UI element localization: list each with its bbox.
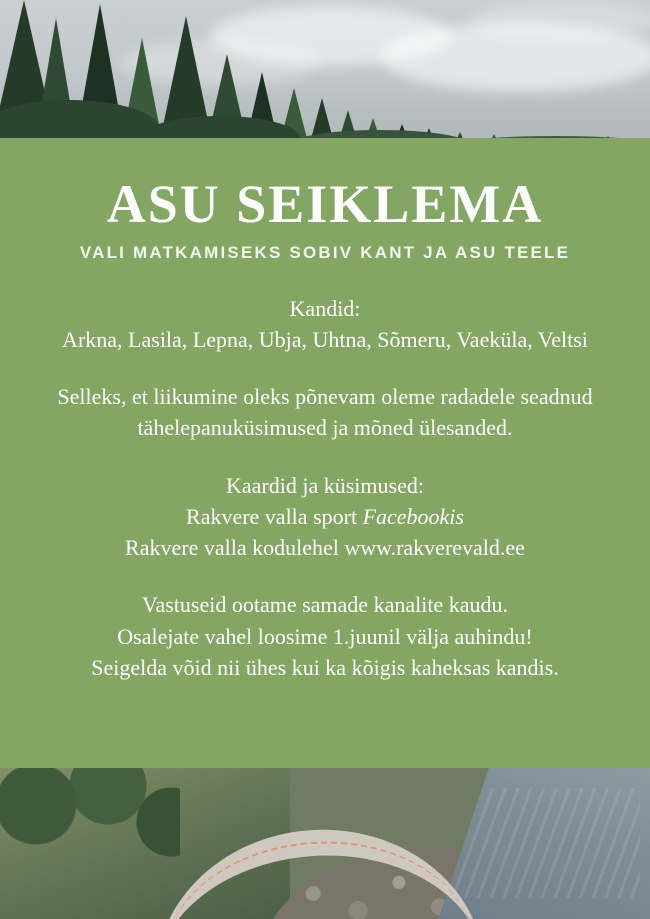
maps-line-2[interactable]: Rakvere valla kodulehel www.rakverevald.ee bbox=[125, 535, 525, 561]
bottom-road-photo bbox=[0, 768, 650, 919]
spacer bbox=[0, 355, 650, 381]
spacer bbox=[0, 444, 650, 470]
cloud-shape bbox=[470, 0, 650, 40]
top-forest-photo bbox=[0, 0, 650, 150]
spacer bbox=[0, 563, 650, 589]
facebook-link-text[interactable]: Facebookis bbox=[362, 503, 464, 529]
intro-line-2: tähelepanuküsimused ja mõned ülesanded. bbox=[137, 415, 513, 441]
maps-line-1 bbox=[0, 501, 650, 532]
poster-content bbox=[0, 138, 650, 683]
answers-line-3: Seigelda võid nii ühes kui ka kõigis kaheksas kandis. bbox=[91, 654, 559, 680]
page-subtitle: VALI MATKAMISEKS SOBIV KANT JA ASU TEELE bbox=[79, 242, 571, 262]
maps-line-1-text: Rakvere valla sport bbox=[186, 503, 363, 529]
water-shimmer bbox=[440, 788, 640, 898]
answers-line-1: Vastuseid ootame samade kanalite kaudu. bbox=[142, 592, 508, 618]
regions-label: Kandid: bbox=[289, 295, 361, 321]
maps-label: Kaardid ja küsimused: bbox=[226, 472, 424, 498]
page-title: ASU SEIKLEMA bbox=[106, 174, 544, 234]
answers-line-2: Osalejate vahel loosime 1.juunil välja auhindu! bbox=[117, 623, 533, 649]
regions-list: Arkna, Lasila, Lepna, Ubja, Uhtna, Sõmeru, Vaeküla, Veltsi bbox=[62, 326, 588, 352]
intro-line-1: Selleks, et liikumine oleks põnevam oleme radadele seadnud bbox=[57, 384, 593, 410]
tree-cluster bbox=[0, 768, 180, 858]
